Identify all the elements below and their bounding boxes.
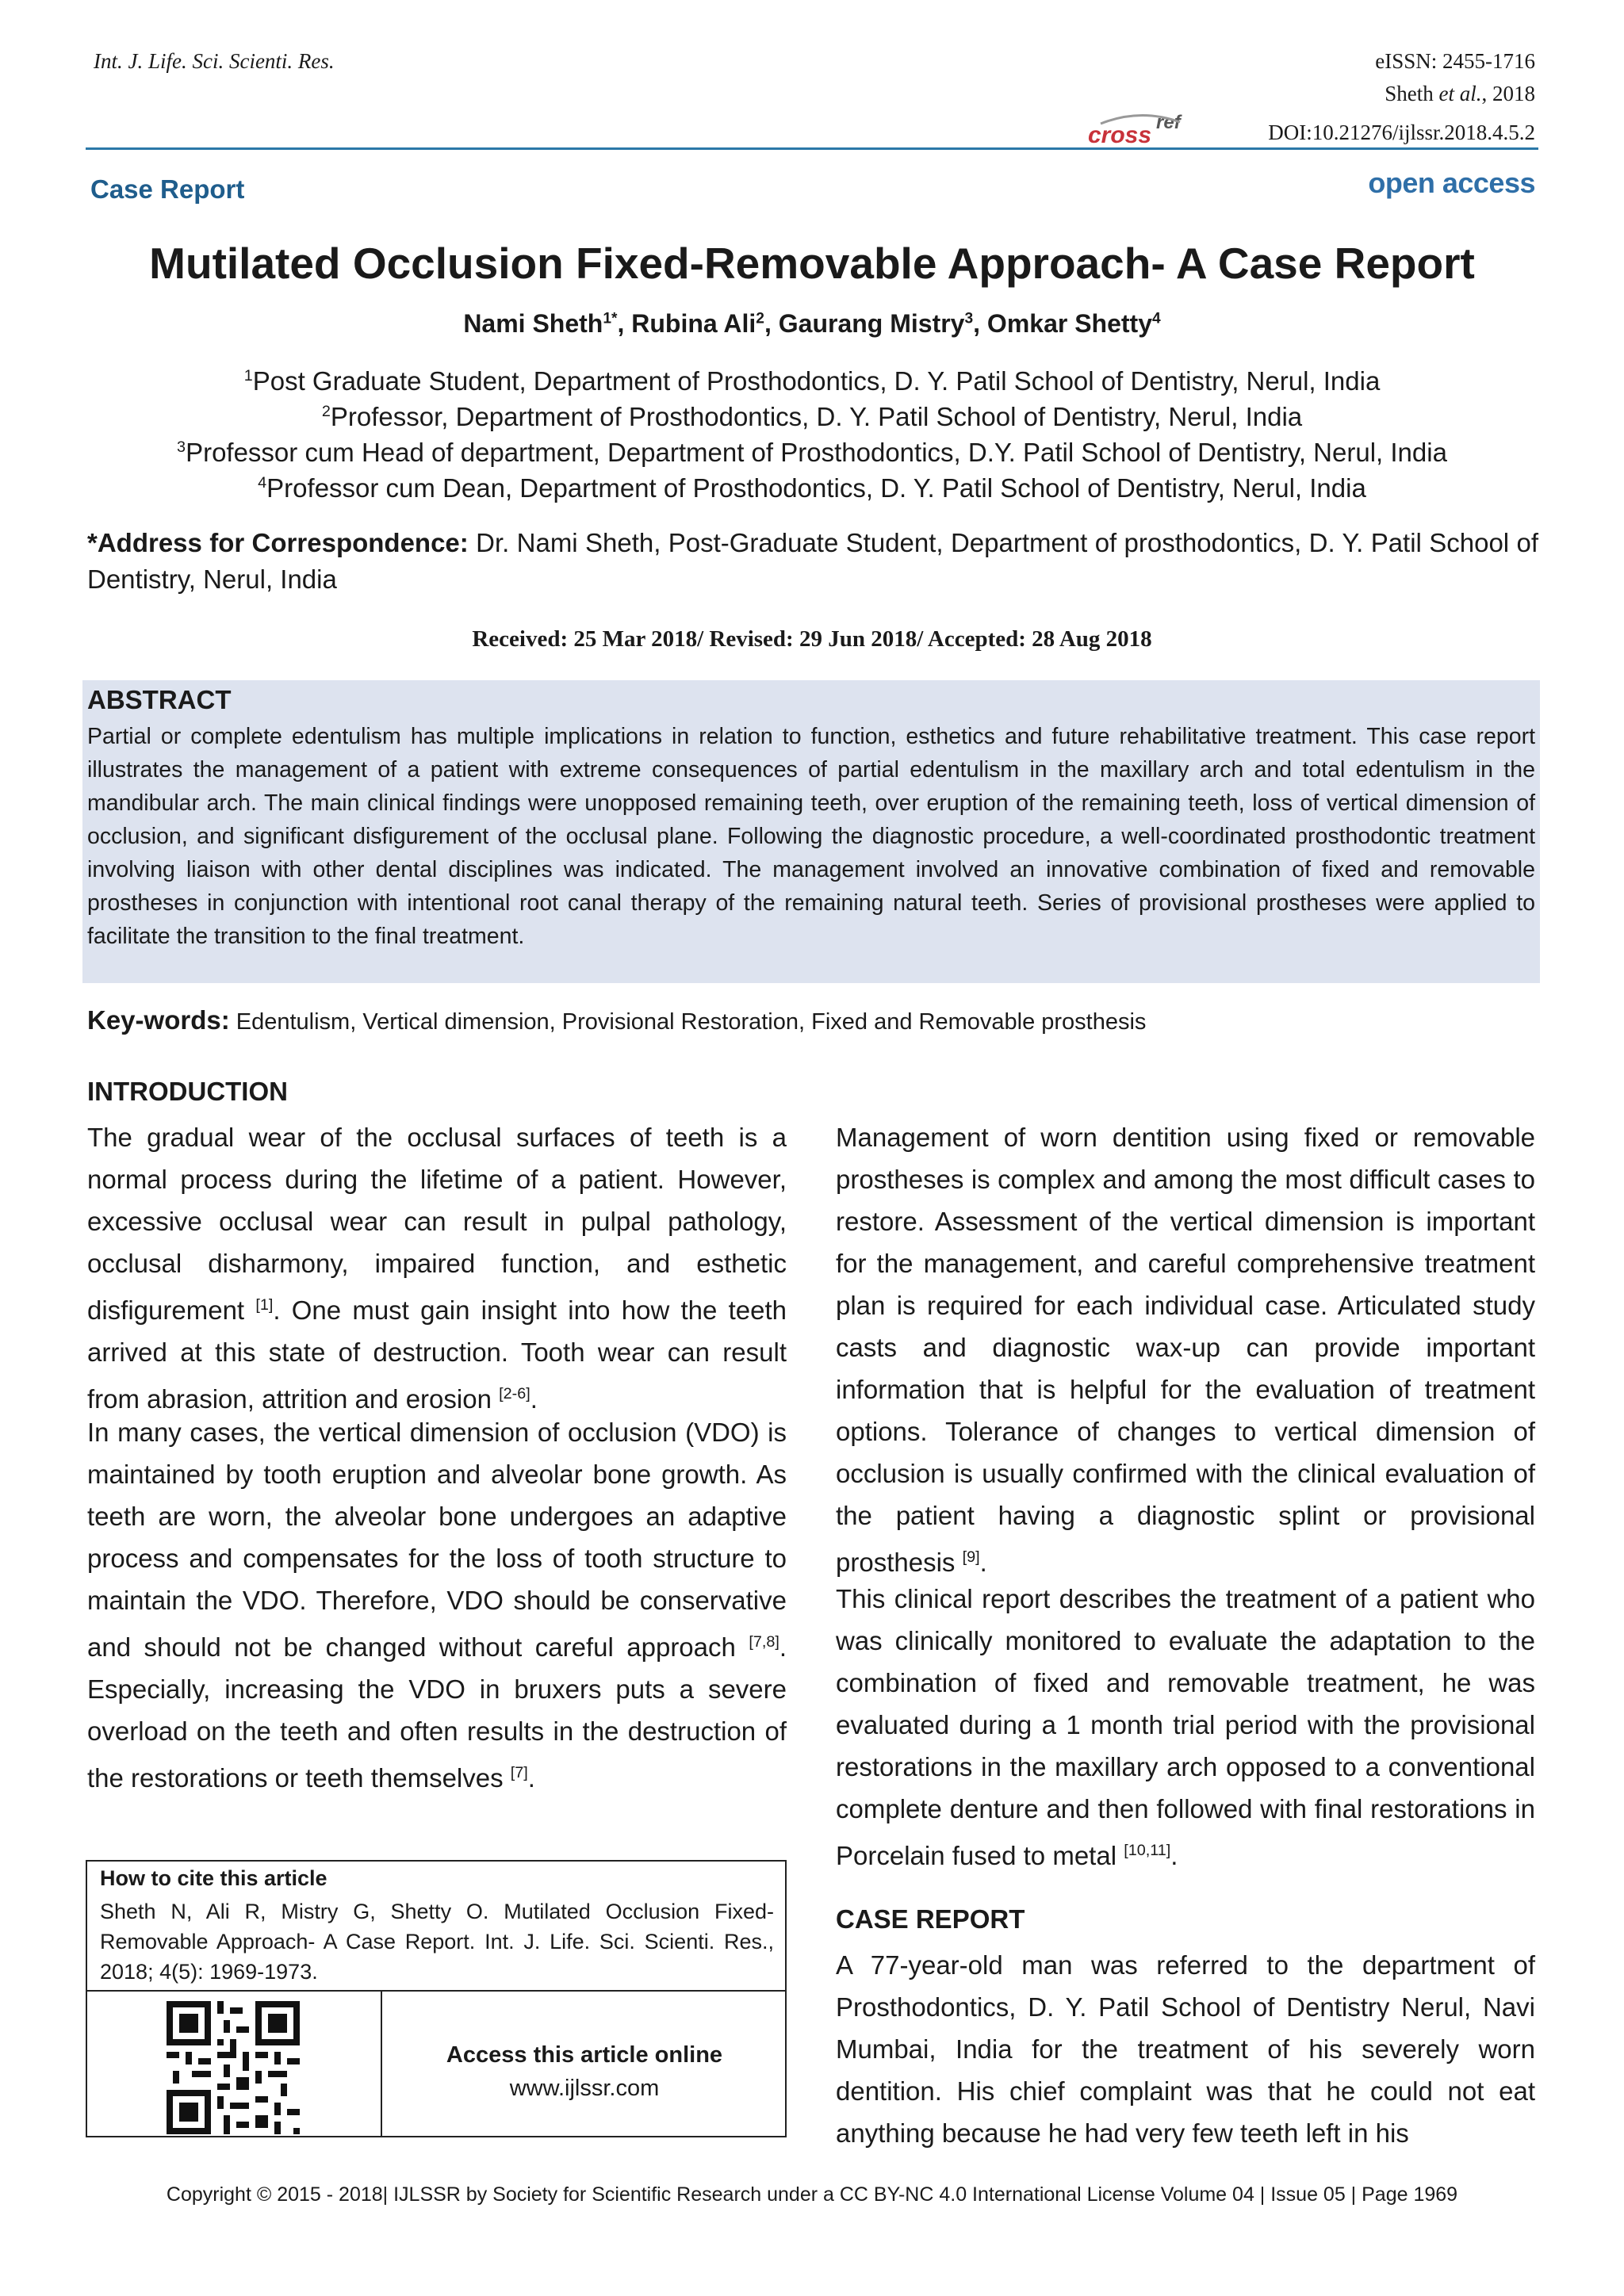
abstract-heading: ABSTRACT	[87, 685, 232, 714]
eissn: eISSN: 2455-1716	[1375, 49, 1535, 73]
affiliation-2: $^2$Professor, Department of Prosthodontics, D. Y. Patil School of Dentistry, Nerul, India	[321, 402, 1303, 431]
svg-text:cross: cross	[1088, 122, 1152, 147]
author-list: Nami Sheth$^{1*}$, Rubina Ali$^2$, Gaurang Mistry$^3$, Omkar Shetty$^4$	[463, 309, 1161, 338]
article-dates: Received: 25 Mar 2018/ Revised: 29 Jun 2018/ Accepted: 28 Aug 2018	[472, 626, 1152, 652]
qr-code-icon[interactable]	[167, 2001, 300, 2134]
svg-text:ref: ref	[1156, 112, 1181, 133]
doi[interactable]: DOI:10.21276/ijlssr.2018.4.5.2	[1268, 121, 1535, 144]
article-type: Case Report	[90, 174, 245, 204]
header-rule	[86, 147, 1538, 150]
author-year: Sheth et al., 2018	[1385, 82, 1535, 105]
intro-paragraph-3: Management of worn dentition using fixed or removable prostheses is complex and among the most difficult cases to restore. Assessment of the vertical dimension is important for the management, and careful comprehensive treatment plan is required for each individual case. Articulated study casts and diagnostic wax-up can provide important information that is helpful for the evaluation of treatment options. Tolerance of changes to vertical dimension of occlusion is usually confirmed with the clinical evaluation of the patient having a diagnostic splint or provisional prosthesis [9].	[836, 1123, 1535, 1577]
intro-paragraph-2: In many cases, the vertical dimension of occlusion (VDO) is maintained by tooth eruption and alveolar bone growth. As teeth are worn, the alveolar bone undergoes an adaptive process and compensates for the loss of tooth structure to maintain the VDO. Therefore, VDO should be conservative and should not be changed without careful approach [7,8]. Especially, increasing the VDO in bruxers puts a severe overload on the teeth and often results in the destruction of the restorations or teeth themselves [7].	[87, 1418, 787, 1793]
abstract-body: Partial or complete edentulism has multiple implications in relation to function, esthetics and future rehabilitative treatment. This case report illustrates the management of a patient with extreme consequences of partial edentulism in the maxillary arch and total edentulism in the mandibular arch. The main clinical findings were unopposed remaining teeth, over eruption of the remaining teeth, loss of vertical dimension of occlusion, and significant disfigurement of the occlusal plane. Following the diagnostic procedure, a well-coordinated prosthodontic treatment involving liaison with other dental disciplines was indicated. The management involved an innovative combination of fixed and removable prostheses in conjunction with intentional root canal therapy of the remaining natural teeth. Series of provisional prostheses were applied to facilitate the transition to the final treatment.	[87, 724, 1535, 949]
journal-name: Int. J. Life. Sci. Scienti. Res.	[94, 49, 335, 73]
access-heading: Access this article online	[446, 2042, 723, 2068]
access-url-link[interactable]: www.ijlssr.com	[509, 2076, 660, 2101]
case-report-paragraph-1: A 77-year-old man was referred to the department of Prosthodontics, D. Y. Patil School of Dentistry Nerul, Navi Mumbai, India for the treatment of his severely worn dentition. His chief complaint was that he could not eat anything because he had very few teeth left in his	[836, 1950, 1535, 2148]
intro-paragraph-1: The gradual wear of the occlusal surfaces of teeth is a normal process during the lifetime of a patient. However, excessive occlusal wear can result in pulpal pathology, occlusal disharmony, impaired function, and esthetic disfigurement [1]. One must gain insight into how the teeth arrived at this state of destruction. Tooth wear can result from abrasion, attrition and erosion [2-6].	[87, 1123, 787, 1414]
page-footer: Copyright © 2015 - 2018| IJLSSR by Society for Scientific Research under a CC BY-NC 4.0 International License Volume 04 | Issue 05 | Page 1969	[166, 2183, 1458, 2206]
crossref-logo[interactable]	[1085, 111, 1204, 147]
keywords: Key-words: Edentulism, Vertical dimension, Provisional Restoration, Fixed and Removable prosthesis	[87, 1005, 1147, 1035]
article-title: Mutilated Occlusion Fixed-Removable Approach- A Case Report	[149, 239, 1475, 288]
affiliation-4: $^4$Professor cum Dean, Department of Prosthodontics, D. Y. Patil School of Dentistry, Nerul, India	[258, 473, 1366, 503]
affiliation-1: $^1$Post Graduate Student, Department of Prosthodontics, D. Y. Patil School of Dentistry, Nerul, India	[243, 366, 1381, 396]
citation-text: Sheth N, Ali R, Mistry G, Shetty O. Mutilated Occlusion Fixed-Removable Approach- A Case Report. Int. J. Life. Sci. Scienti. Res., 2018; 4(5): 1969-1973.	[100, 1900, 774, 1984]
citation-heading: How to cite this article	[100, 1866, 327, 1890]
citation-divider	[86, 1990, 787, 1992]
correspondence: *Address for Correspondence: Dr. Nami Sheth, Post-Graduate Student, Department of prosthodontics, D. Y. Patil School of Dentistry, Nerul, India	[87, 528, 1538, 594]
affiliation-3: $^3$Professor cum Head of department, Department of Prosthodontics, D.Y. Patil School of Dentistry, Nerul, India	[177, 438, 1447, 467]
introduction-heading: INTRODUCTION	[87, 1077, 288, 1106]
open-access-logo: open access	[1368, 166, 1535, 199]
case-report-heading: CASE REPORT	[836, 1904, 1025, 1934]
intro-paragraph-4: This clinical report describes the treatment of a patient who was clinically monitored to evaluate the adaptation to the combination of fixed and removable treatment, he was evaluated during a 1 month trial period with the provisional restorations in the maxillary arch opposed to a conventional complete denture and then followed with final restorations in Porcelain fused to metal [10,11].	[836, 1584, 1535, 1870]
